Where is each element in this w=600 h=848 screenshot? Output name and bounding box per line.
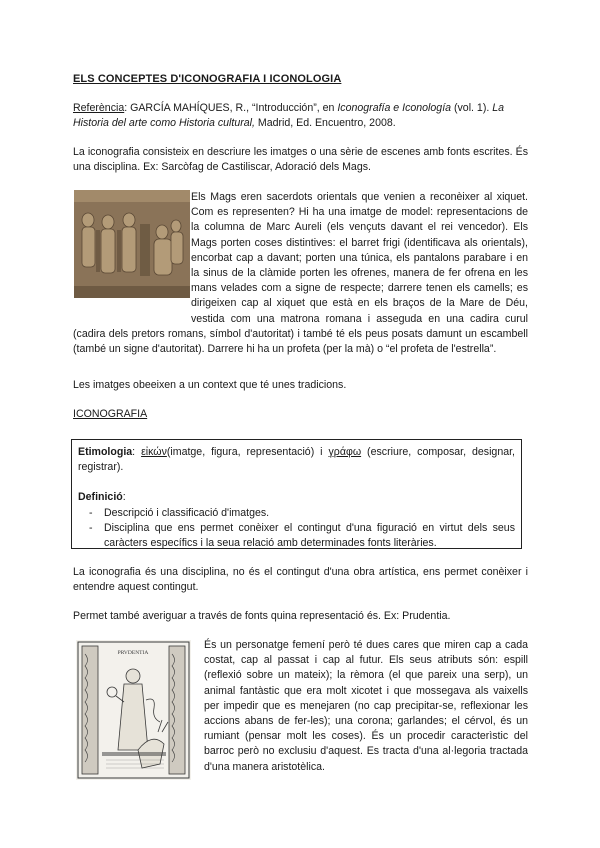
definition-item-text: Disciplina que ens permet conèixer el contingut d'una figuració en virtut dels seus caràcters específics i la seua relació amb determinades fonts literàries. [104,521,515,550]
prudentia-engraving-image [76,640,191,780]
reference-series: La Historia del arte como Historia cultural, [73,102,505,130]
definition-item [78,506,515,521]
definition-colon: : [122,491,126,504]
prudentia-paragraph: És un personatge femení però té dues cares que miren cap a cada costat, cap al passat i cap al futur. Els seus atributs són: espill (reflexió sobre un mateix); la rèmora (el que pareix una serp), un animal fantàstic que era molt xicotet i que mossegava als vaixells per impedir que es menejaren (no cap precipitar-se, reflexionar les accions abans de fer-les); una corona; garlandes; el cérvol, és un rumiant (pensar molt les coses). És un procedir caracterìstic del barroc però no exclusiu d'aquest. Es tracta d'una al·legoria tractada d'una manera aristotèlica. [204,639,528,773]
engraving-caption: PRVDENTIA [117,650,149,656]
section-heading: ICONOGRAFIA [73,408,148,420]
dash: - [89,506,93,519]
etymology [78,445,515,475]
context-paragraph: Les imatges obeeixen a un context que té unes tradicions. [73,379,347,391]
reference-label: Referència [73,102,125,114]
etymology-label: Etimologia [78,446,133,458]
definition-label: Definició [78,491,123,504]
document-title: ELS CONCEPTES D'ICONOGRAFIA I ICONOLOGIA [73,73,342,85]
definition-heading [78,490,515,505]
definition-box [71,439,522,549]
reference-authors: : GARCÍA MAHÍQUES, R., “Introducción”, en [124,102,338,114]
greek-word-eikon: εἰκών [141,446,167,458]
definition-list [78,506,515,552]
prudentia-intro: Permet també averiguar a través de fonts quina representació és. Ex: Prudentia. [73,610,451,622]
greek-word-grapho: γράφω [328,446,362,458]
definition-item [78,521,515,551]
etymology-separator: : [132,446,142,458]
reference-publisher: Madrid, Ed. Encuentro, 2008. [254,117,396,130]
etymology-middle: (imatge, figura, representació) i [166,446,329,458]
mags-paragraph: Els Mags eren sacerdots orientals que venien a reconèixer al xiquet. Com es representen? Hi ha una imatge de model: representacions de la columna de Marc Aureli (els vençuts davant el rei vencedor). Els Mags porten coses distintives: el barret frigi (identificava als orientals), encorbat cap a davant; porten una túnica, els pantalons parabare i en la sinus de la clàmide porten les ofrenes, manera de fer ofrena en les mans velades com a signe de respecte; darrere tenen els camells; es dirigeixen cap al xiquet que està en els braços de la Mare de Déu, vestida com una matrona romana i asseguda en una cadira curul (cadira dels pretors romans, símbol d'autoritat) i també té els peus posats damunt un escambell (també un signe d'autoritat). Darrere hi ha un profeta (per la mà) o “el profeta de l'estrella”. [73,191,528,356]
dash: - [89,521,93,534]
intro-paragraph: La iconografia consisteix en descriure les imatges o una sèrie de escenes amb fonts escrites. És una disciplina. Ex: Sarcòfag de Castiliscar, Adoració dels Mags. [73,146,528,174]
reference-volume: (vol. 1). [451,102,493,114]
sarcophagus-relief-image [74,190,190,298]
definition-item-text: Descripció i classificació d'imatges. [104,506,270,519]
discipline-paragraph: La iconografia és una disciplina, no és el contingut d'una obra artística, ens permet conèixer i entendre aquest contingut. [73,566,528,594]
reference [73,101,528,131]
reference-book: Iconografía e Iconología [337,102,452,114]
etymology-end: (escriure, composar, designar, registrar). [78,446,515,474]
